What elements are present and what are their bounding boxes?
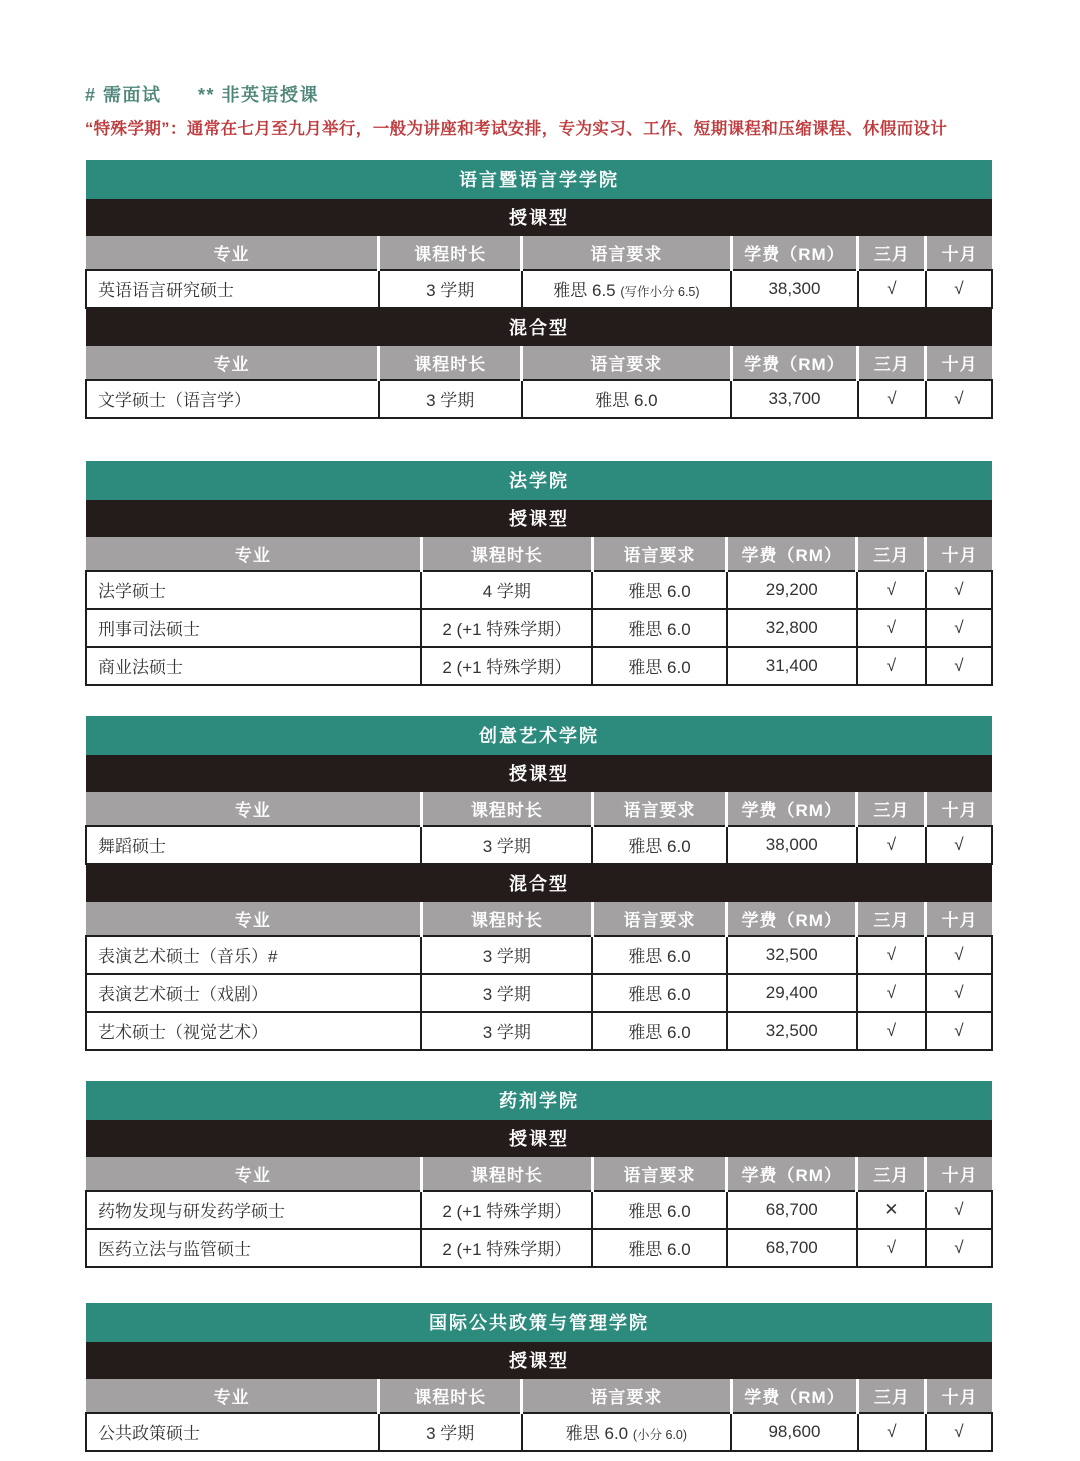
- program-type-label: 授课型: [86, 1120, 992, 1157]
- college-header-row: [86, 1081, 992, 1120]
- program-cell: 表演艺术硕士（音乐）#: [86, 936, 421, 974]
- table-row: [86, 380, 992, 418]
- language-note: (小分 6.0): [632, 1428, 688, 1443]
- language-score: 雅思 6.5: [553, 281, 616, 301]
- fee-cell: 29,400: [727, 974, 857, 1012]
- program-type-band: [86, 308, 992, 346]
- col-header-march: 三月: [858, 346, 926, 380]
- table-row: [86, 1413, 992, 1451]
- college-title: 创意艺术学院: [86, 716, 992, 755]
- language-score: 雅思 6.0: [628, 947, 691, 967]
- col-header-march: 三月: [857, 902, 926, 936]
- language-score: 雅思 6.0: [628, 1202, 691, 1222]
- march-intake-cell: √: [857, 826, 926, 864]
- col-header-october: 十月: [926, 537, 992, 571]
- october-intake-cell: √: [926, 270, 992, 308]
- fee-cell: 32,800: [727, 609, 857, 647]
- column-header-row: [86, 792, 992, 826]
- col-header-program: 专业: [86, 1379, 379, 1413]
- language-score: 雅思 6.0: [628, 1240, 691, 1260]
- column-header-row: [86, 1379, 992, 1413]
- duration-cell: 3 学期: [379, 270, 522, 308]
- language-cell: [522, 1413, 731, 1451]
- duration-cell: 2 (+1 特殊学期）: [421, 609, 592, 647]
- program-type-label: 混合型: [86, 864, 992, 902]
- col-header-program: 专业: [86, 236, 379, 270]
- col-header-october: 十月: [926, 1157, 992, 1191]
- program-type-label: 授课型: [86, 755, 992, 792]
- table-row: [86, 609, 992, 647]
- col-header-october: 十月: [926, 346, 992, 380]
- college-header-row: [86, 716, 992, 755]
- march-intake-cell: √: [857, 647, 926, 685]
- program-type-band: [86, 864, 992, 902]
- col-header-duration: 课程时长: [379, 1379, 522, 1413]
- column-header-row: [86, 346, 992, 380]
- col-header-duration: 课程时长: [421, 902, 592, 936]
- col-header-duration: 课程时长: [379, 236, 522, 270]
- march-intake-cell: √: [858, 270, 926, 308]
- table-creative-arts: [85, 716, 993, 1051]
- table-row: [86, 1012, 992, 1050]
- language-cell: [592, 647, 726, 685]
- duration-cell: 3 学期: [379, 380, 522, 418]
- program-cell: 文学硕士（语言学）: [86, 380, 379, 418]
- program-type-band: [86, 1120, 992, 1157]
- language-score: 雅思 6.0: [628, 837, 691, 857]
- language-cell: [592, 936, 726, 974]
- march-intake-cell: √: [857, 571, 926, 609]
- col-header-october: 十月: [926, 236, 992, 270]
- col-header-program: 专业: [86, 1157, 421, 1191]
- col-header-march: 三月: [857, 792, 926, 826]
- col-header-october: 十月: [926, 792, 992, 826]
- fee-cell: 29,200: [727, 571, 857, 609]
- duration-cell: 3 学期: [421, 1012, 592, 1050]
- col-header-language: 语言要求: [522, 1379, 731, 1413]
- college-title: 国际公共政策与管理学院: [86, 1303, 992, 1342]
- program-type-band: [86, 500, 992, 537]
- march-intake-cell: √: [858, 1413, 926, 1451]
- program-cell: 英语语言研究硕士: [86, 270, 379, 308]
- language-cell: [592, 826, 726, 864]
- program-cell: 表演艺术硕士（戏剧）: [86, 974, 421, 1012]
- october-intake-cell: √: [926, 1191, 992, 1229]
- col-header-fee: 学费（RM）: [727, 902, 857, 936]
- language-cell: [592, 571, 726, 609]
- march-intake-cell: √: [857, 609, 926, 647]
- october-intake-cell: √: [926, 974, 992, 1012]
- col-header-march: 三月: [858, 1379, 926, 1413]
- col-header-march: 三月: [857, 537, 926, 571]
- march-intake-cell: √: [857, 974, 926, 1012]
- college-header-row: [86, 1303, 992, 1342]
- college-header-row: [86, 461, 992, 500]
- program-type-label: 授课型: [86, 199, 992, 236]
- language-cell: [592, 1012, 726, 1050]
- table-public-policy: [85, 1303, 993, 1452]
- october-intake-cell: √: [926, 936, 992, 974]
- october-intake-cell: √: [926, 826, 992, 864]
- col-header-duration: 课程时长: [421, 1157, 592, 1191]
- table-row: [86, 571, 992, 609]
- column-header-row: [86, 902, 992, 936]
- col-header-duration: 课程时长: [421, 537, 592, 571]
- duration-cell: 3 学期: [421, 936, 592, 974]
- col-header-fee: 学费（RM）: [731, 1379, 858, 1413]
- program-cell: 刑事司法硕士: [86, 609, 421, 647]
- march-intake-cell: √: [857, 1012, 926, 1050]
- col-header-fee: 学费（RM）: [727, 1157, 857, 1191]
- language-score: 雅思 6.0: [628, 582, 691, 602]
- october-intake-cell: √: [926, 1229, 992, 1267]
- fee-cell: 31,400: [727, 647, 857, 685]
- october-intake-cell: √: [926, 647, 992, 685]
- march-intake-cell: √: [857, 1229, 926, 1267]
- language-cell: [522, 380, 731, 418]
- table-languages-linguistics: [85, 160, 993, 419]
- column-header-row: [86, 1157, 992, 1191]
- language-note: (写作小分 6.5): [620, 285, 700, 300]
- college-title: 语言暨语言学学院: [86, 160, 992, 199]
- document-page: [85, 86, 993, 1452]
- fee-cell: 33,700: [731, 380, 858, 418]
- col-header-duration: 课程时长: [379, 346, 522, 380]
- october-intake-cell: √: [926, 1012, 992, 1050]
- program-type-band: [86, 1342, 992, 1379]
- col-header-program: 专业: [86, 902, 421, 936]
- october-intake-cell: √: [926, 380, 992, 418]
- table-pharmacy: [85, 1081, 993, 1268]
- special-term-note: “特殊学期”：通常在七月至九月举行，一般为讲座和考试安排，专为实习、工作、短期课程和压缩课程、休假而设计: [85, 119, 948, 138]
- duration-cell: 2 (+1 特殊学期）: [421, 1229, 592, 1267]
- duration-cell: 3 学期: [421, 826, 592, 864]
- fee-cell: 38,300: [731, 270, 858, 308]
- fee-cell: 38,000: [727, 826, 857, 864]
- language-score: 雅思 6.0: [628, 620, 691, 640]
- col-header-october: 十月: [926, 902, 992, 936]
- program-type-label: 授课型: [86, 1342, 992, 1379]
- col-header-fee: 学费（RM）: [727, 792, 857, 826]
- col-header-october: 十月: [926, 1379, 992, 1413]
- col-header-program: 专业: [86, 346, 379, 380]
- program-cell: 舞蹈硕士: [86, 826, 421, 864]
- table-row: [86, 936, 992, 974]
- language-cell: [592, 609, 726, 647]
- college-header-row: [86, 160, 992, 199]
- col-header-program: 专业: [86, 792, 421, 826]
- march-intake-cell: ✕: [857, 1191, 926, 1229]
- language-score: 雅思 6.0: [628, 985, 691, 1005]
- non-english-note: ** 非英语授课: [198, 85, 320, 105]
- col-header-language: 语言要求: [592, 902, 726, 936]
- language-cell: [592, 1229, 726, 1267]
- column-header-row: [86, 537, 992, 571]
- program-cell: 药物发现与研发药学硕士: [86, 1191, 421, 1229]
- interview-note: # 需面试: [85, 85, 162, 105]
- fee-cell: 98,600: [731, 1413, 858, 1451]
- program-type-band: [86, 199, 992, 236]
- table-law: [85, 461, 993, 686]
- col-header-march: 三月: [858, 236, 926, 270]
- col-header-fee: 学费（RM）: [731, 236, 858, 270]
- college-title: 法学院: [86, 461, 992, 500]
- fee-cell: 32,500: [727, 936, 857, 974]
- program-type-band: [86, 755, 992, 792]
- col-header-language: 语言要求: [592, 537, 726, 571]
- language-cell: [522, 270, 731, 308]
- col-header-language: 语言要求: [592, 1157, 726, 1191]
- october-intake-cell: √: [926, 609, 992, 647]
- program-type-label: 混合型: [86, 308, 992, 346]
- language-score: 雅思 6.0: [595, 391, 658, 411]
- language-cell: [592, 1191, 726, 1229]
- march-intake-cell: √: [858, 380, 926, 418]
- october-intake-cell: √: [926, 571, 992, 609]
- duration-cell: 2 (+1 特殊学期）: [421, 647, 592, 685]
- duration-cell: 4 学期: [421, 571, 592, 609]
- table-row: [86, 270, 992, 308]
- duration-cell: 2 (+1 特殊学期）: [421, 1191, 592, 1229]
- program-type-label: 授课型: [86, 500, 992, 537]
- duration-cell: 3 学期: [379, 1413, 522, 1451]
- language-score: 雅思 6.0: [565, 1424, 629, 1444]
- table-row: [86, 826, 992, 864]
- program-cell: 医药立法与监管硕士: [86, 1229, 421, 1267]
- program-cell: 法学硕士: [86, 571, 421, 609]
- college-title: 药剂学院: [86, 1081, 992, 1120]
- language-score: 雅思 6.0: [628, 1023, 691, 1043]
- duration-cell: 3 学期: [421, 974, 592, 1012]
- program-cell: 艺术硕士（视觉艺术）: [86, 1012, 421, 1050]
- program-cell: 商业法硕士: [86, 647, 421, 685]
- october-intake-cell: √: [926, 1413, 992, 1451]
- column-header-row: [86, 236, 992, 270]
- table-row: [86, 1229, 992, 1267]
- program-cell: 公共政策硕士: [86, 1413, 379, 1451]
- col-header-language: 语言要求: [522, 346, 731, 380]
- col-header-language: 语言要求: [522, 236, 731, 270]
- col-header-march: 三月: [857, 1157, 926, 1191]
- legend: [85, 86, 993, 106]
- march-intake-cell: √: [857, 936, 926, 974]
- fee-cell: 68,700: [727, 1191, 857, 1229]
- language-cell: [592, 974, 726, 1012]
- col-header-duration: 课程时长: [421, 792, 592, 826]
- col-header-fee: 学费（RM）: [727, 537, 857, 571]
- table-row: [86, 647, 992, 685]
- table-row: [86, 974, 992, 1012]
- fee-cell: 32,500: [727, 1012, 857, 1050]
- language-score: 雅思 6.0: [628, 658, 691, 678]
- col-header-program: 专业: [86, 537, 421, 571]
- col-header-fee: 学费（RM）: [731, 346, 858, 380]
- table-row: [86, 1191, 992, 1229]
- col-header-language: 语言要求: [592, 792, 726, 826]
- fee-cell: 68,700: [727, 1229, 857, 1267]
